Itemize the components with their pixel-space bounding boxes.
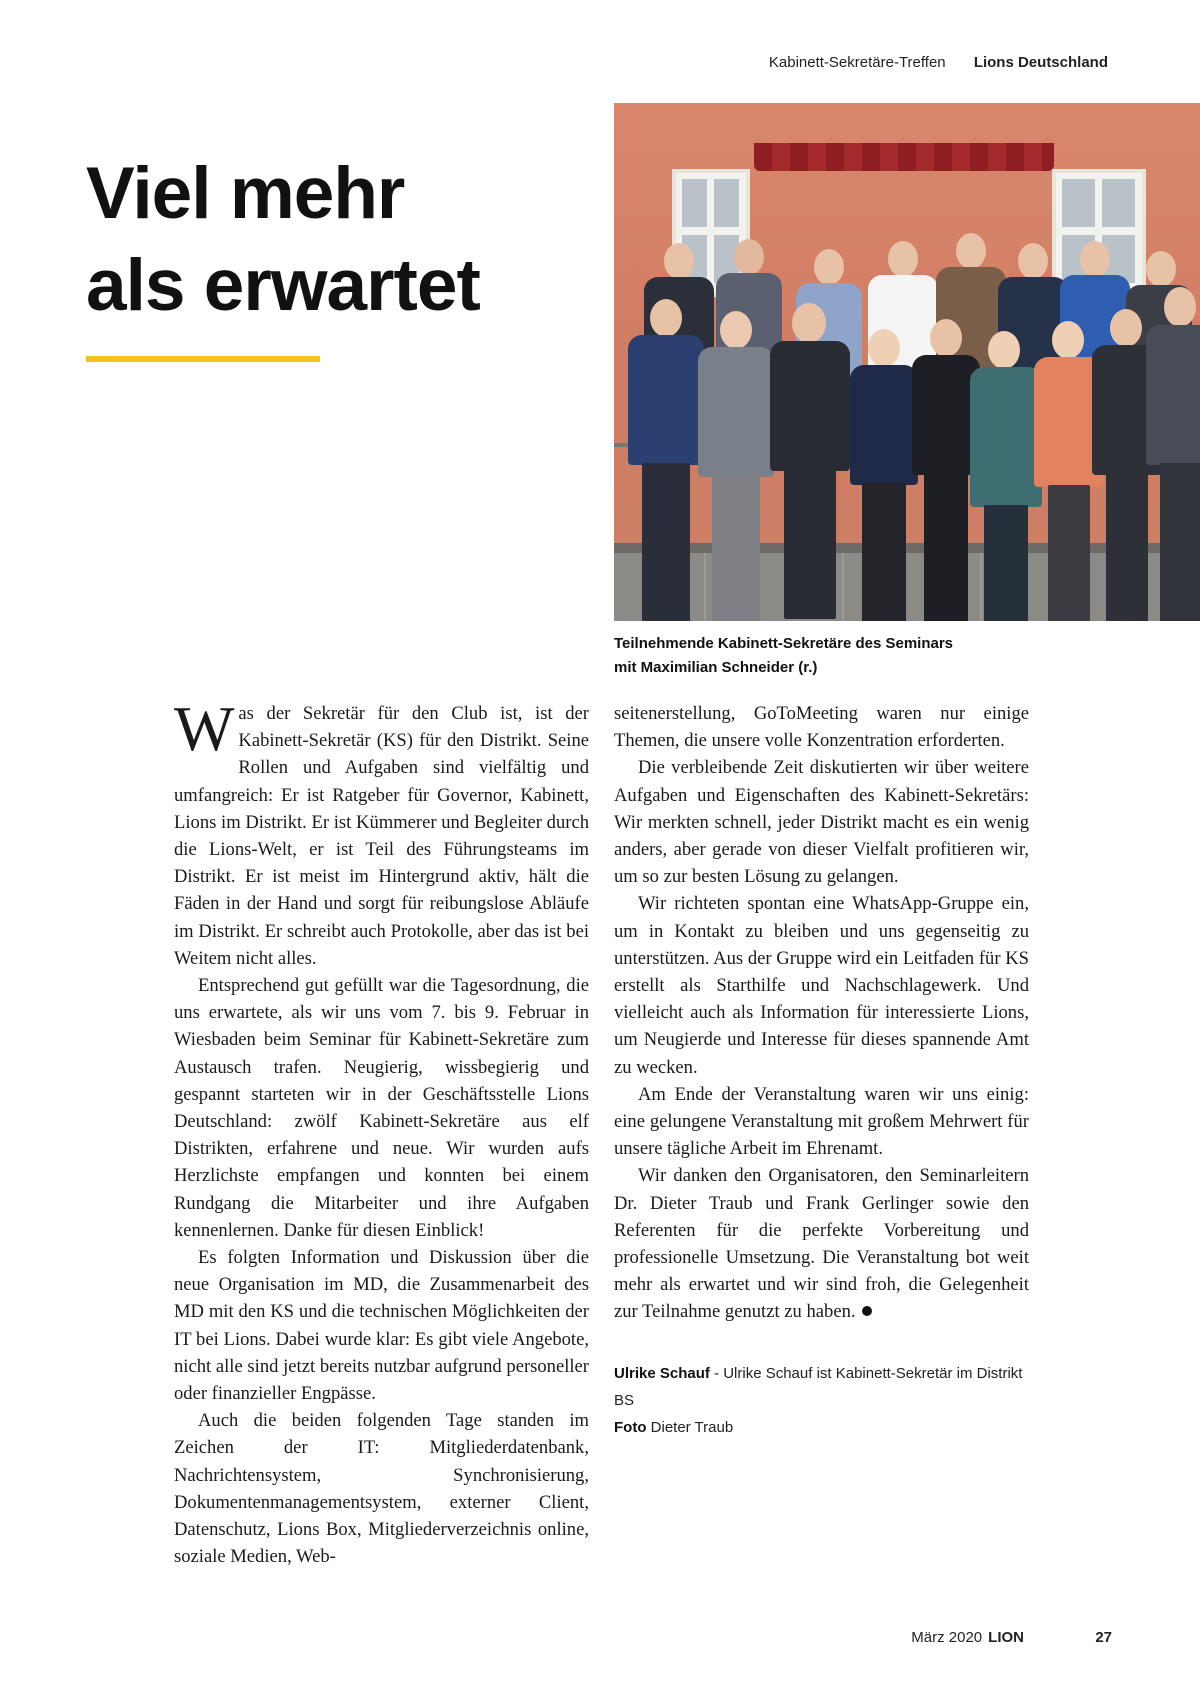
article-paragraph [174,693,589,972]
author-name: Ulrike Schauf [614,1365,710,1382]
photo-caption-line-2: mit Maximilian Schneider (r.) [614,659,818,676]
article-headline [86,148,586,332]
brand-label: Lions Deutschland [973,54,1108,71]
article-paragraph: seitenerstellung, GoToMeeting waren nur einige Themen, die unsere volle Konzentration erforderten. [614,703,1029,752]
article-paragraph: Auch die beiden folgenden Tage standen im Zeichen der IT: Mitgliederdatenbank, Nachrichtensystem, Synchronisierung, Dokumentenmanagementsystem, externer Client, Datenschutz, Lions Box, Mitgliederverzeichnis online, soziale Medien, Web- [174,1410,589,1568]
drop-cap: W [174,693,235,764]
photo-credit-name: Dieter Traub [646,1419,734,1436]
photo-caption-line-1: Teilnehmende Kabinett-Sekretäre des Seminars [614,635,954,652]
article-paragraph: Am Ende der Veranstaltung waren wir uns einig: eine gelungene Veranstaltung mit großem Mehrwert für unsere tägliche Arbeit im Ehrenamt. [614,1083,1029,1160]
article-column-right [614,700,1029,1326]
headline-accent-rule [86,356,320,362]
headline-line-2: als erwartet [86,245,480,326]
photo-credit [614,1414,1034,1441]
issue-info [911,1629,1024,1646]
article-paragraph: Wir richteten spontan eine WhatsApp-Gruppe ein, um in Kontakt zu bleiben und uns gegenseitig zu unterstützen. Aus der Gruppe wird ein Leitfaden für KS erstellt als Starthilfe und Nachschlagewerk. Und vielleicht auch als Information für interessierte Lions, um Neugierde und Interesse für dieses spannende Amt zu wecken. [614,893,1029,1078]
author-credit [614,1360,1034,1414]
end-of-article-icon [862,1306,872,1316]
article-paragraph: Es folgten Information und Diskussion über die neue Organisation im MD, die Zusammenarbeit des MD mit den KS und die technischen Möglichkeiten der IT bei Lions. Dabei wurde klar: Es gibt viele Angebote, nicht alle sind jetzt bereits nutzbar aufgrund personeller oder finanzieller Engpässe. [174,1247,589,1405]
paragraph-text: Wir danken den Organisatoren, den Seminarleitern Dr. Dieter Traub und Frank Gerlinger sowie den Referenten für die perfekte Vorbereitung und professionelle Umsetzung. Die Veranstaltung bot weit mehr als erwartet und wir sind froh, die Gelegenheit zur Teilnahme genutzt zu haben. [614,1165,1029,1323]
section-title: Kabinett-Sekretäre-Treffen [768,54,946,71]
paragraph-text: as der Sekretär für den Club ist, ist der Kabinett-Sekretär (KS) für den Distrikt. Seine Rollen und Aufgaben sind vielfältig und umfangreich: Er ist Ratgeber für Governor, Kabinett, Lions im Distrikt. Er ist Kümmerer und Begleiter durch die Lions-Welt, er ist Teil des Führungsteams im Distrikt. Er ist meist im Hintergrund aktiv, hält die Fäden in der Hand und sorgt für reibungslose Abläufe im Distrikt. Er schreibt auch Protokolle, aber das ist bei Weitem nicht alles. [174,703,589,969]
article-credits [614,1360,1034,1441]
running-head [769,54,1108,71]
photo-caption [614,632,1174,680]
page-footer [0,1629,1200,1653]
author-bio: - Ulrike Schauf ist Kabinett-Sekretär im Distrikt BS [614,1365,1023,1409]
article-paragraph: Entsprechend gut gefüllt war die Tagesordnung, die uns erwartete, als wir uns vom 7. bis 9. Februar in Wiesbaden beim Seminar für Kabinett-Sekretäre zum Austausch trafen. Neugierig, wissbegierig und gespannt starteten wir in der Geschäftsstelle Lions Deutschland: zwölf Kabinett-Sekretäre aus elf Distrikten, erfahrene und neue. Wir wurden aufs Herzlichste empfangen und konnten bei einem Rundgang die Mitarbeiter und ihre Aufgaben kennenlernen. Danke für diesen Einblick! [174,975,589,1241]
photo-awning [754,143,1054,171]
article-paragraph: Die verbleibende Zeit diskutierten wir über weitere Aufgaben und Eigenschaften des Kabinett-Sekretärs: Wir merkten schnell, jeder Distrikt macht es ein wenig anders, aber gerade von dieser Vielfalt profitieren wir, um so zur besten Lösung zu gelangen. [614,757,1029,888]
article-paragraph [614,1162,1029,1325]
magazine-name: LION [988,1629,1024,1646]
page-number: 27 [1095,1629,1112,1646]
headline-line-1: Viel mehr [86,153,405,234]
group-photo [614,103,1200,621]
issue-date: März 2020 [911,1629,983,1646]
photo-credit-label: Foto [614,1419,647,1436]
article-column-left [174,693,589,1571]
